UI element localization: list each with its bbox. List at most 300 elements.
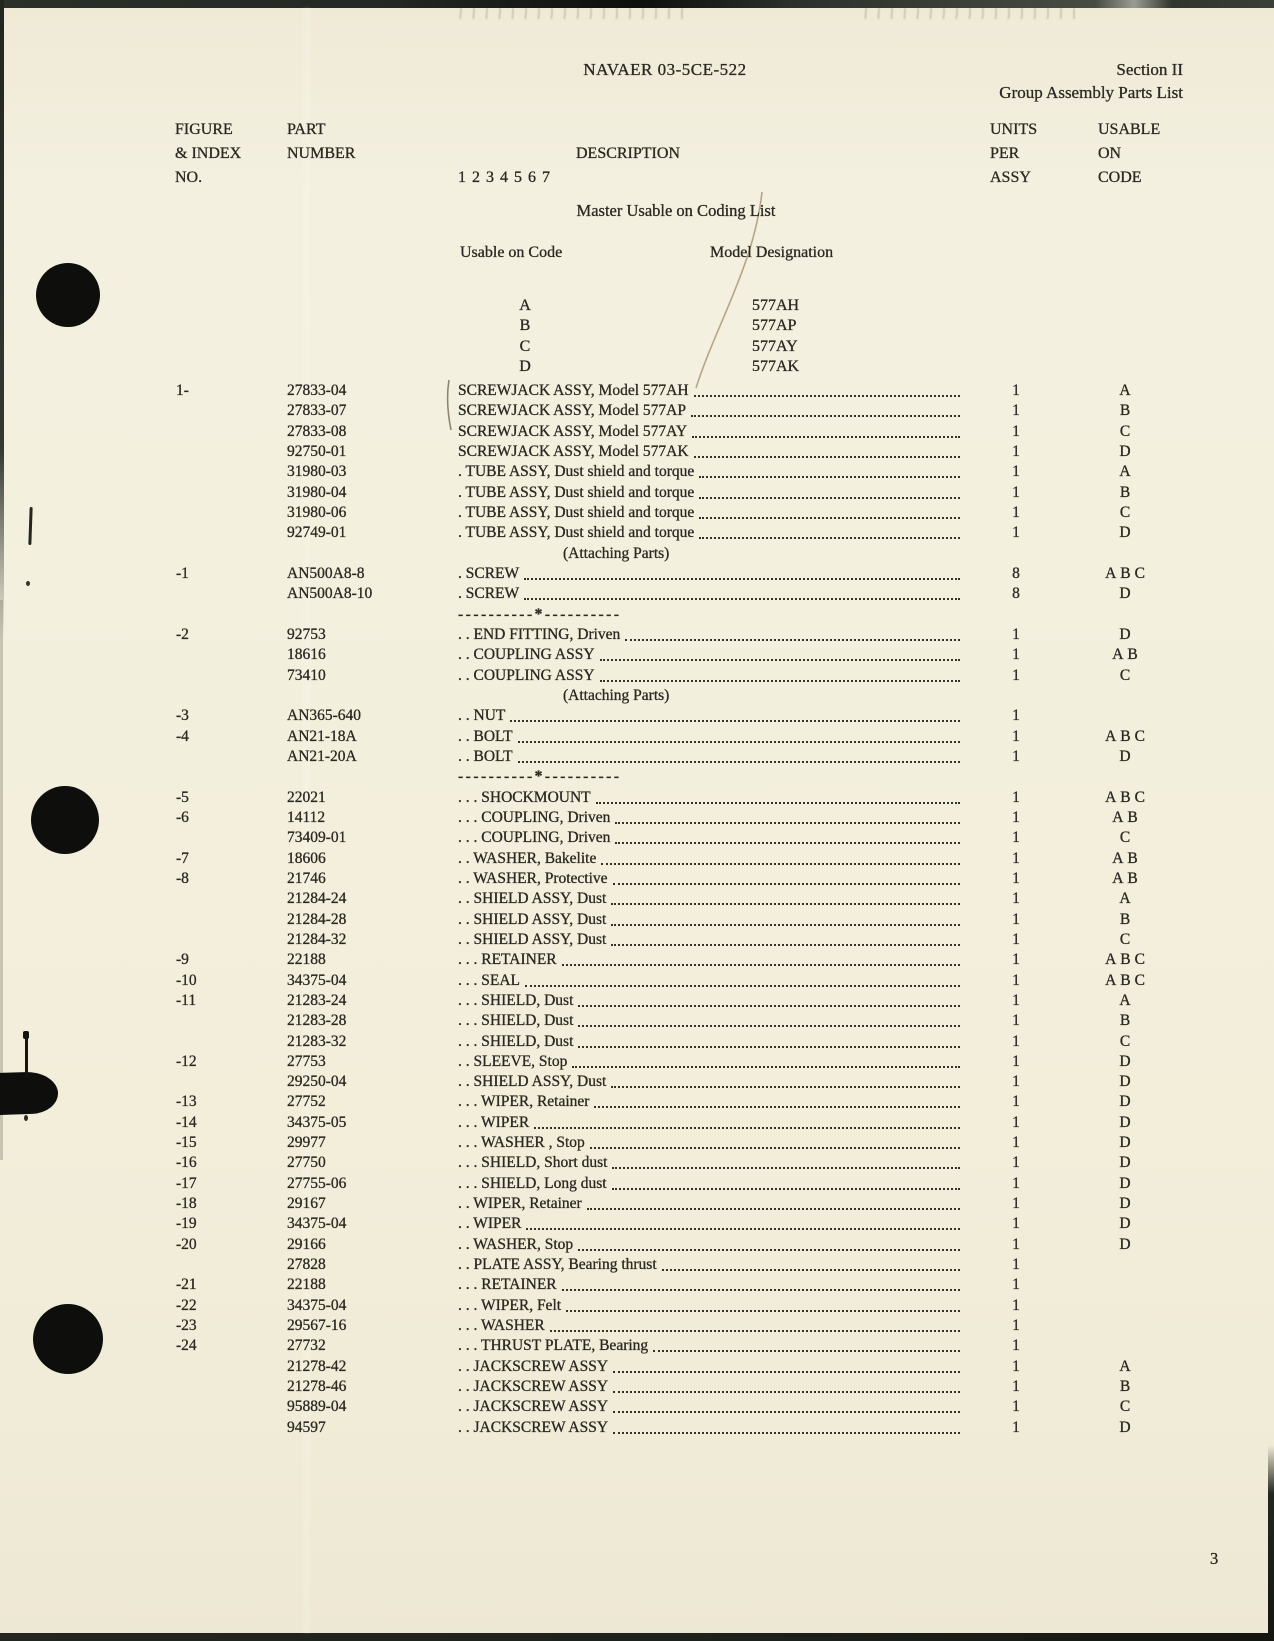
- usable-code-cell: C: [1119, 829, 1135, 847]
- units-cell: 1: [1012, 869, 1020, 887]
- units-cell: 1: [1012, 930, 1020, 948]
- units-cell: 1: [1012, 707, 1020, 725]
- dot-leader: [615, 842, 960, 844]
- figure-index-cell: -9: [176, 951, 189, 969]
- part-number-cell: 27828: [287, 1256, 326, 1274]
- units-cell: 1: [1012, 849, 1020, 867]
- description-cell: . . . WIPER: [458, 1114, 960, 1132]
- units-cell: 1: [1012, 747, 1020, 765]
- description-cell: . TUBE ASSY, Dust shield and torque: [458, 484, 960, 502]
- parts-row: [0, 972, 1274, 992]
- units-cell: 1: [1012, 991, 1020, 1009]
- description-cell: SCREWJACK ASSY, Model 577AP: [458, 402, 960, 420]
- usable-code-cell: A: [1119, 890, 1135, 908]
- dot-leader: [590, 1147, 960, 1149]
- part-number-cell: 92750-01: [287, 442, 347, 460]
- part-number-cell: 27732: [287, 1337, 326, 1355]
- description-cell: SCREWJACK ASSY, Model 577AH: [458, 382, 960, 400]
- column-header-description: DESCRIPTION: [575, 145, 680, 162]
- scan-edge-bottom: [0, 1633, 1274, 1641]
- units-cell: 1: [1012, 1052, 1020, 1070]
- usable-code-cell: C: [1119, 503, 1135, 521]
- parts-row: [0, 626, 1274, 646]
- description-cell: . SCREW: [458, 565, 960, 583]
- parts-row: [0, 809, 1274, 829]
- figure-index-cell: -19: [176, 1215, 197, 1233]
- coding-list-model-header: Model Designation: [710, 244, 834, 261]
- figure-index-cell: -4: [176, 727, 189, 745]
- usable-code-cell: B: [1119, 483, 1135, 501]
- units-cell: 1: [1012, 808, 1020, 826]
- description-cell: . . SLEEVE, Stop: [458, 1053, 960, 1071]
- dot-leader: [613, 1371, 960, 1373]
- dot-leader: [699, 537, 960, 539]
- dot-leader: [594, 1106, 960, 1108]
- part-number-cell: 22188: [287, 1276, 326, 1294]
- usable-code-cell: C: [1119, 930, 1135, 948]
- dot-leader: [578, 1046, 960, 1048]
- parts-row: [0, 1215, 1274, 1235]
- usable-code-cell: D: [1119, 442, 1135, 460]
- figure-index-cell: -15: [176, 1134, 197, 1152]
- figure-index-cell: -17: [176, 1174, 197, 1192]
- usable-code-cell: A: [1119, 382, 1135, 399]
- dot-leader: [562, 964, 960, 966]
- parts-row: [0, 1297, 1274, 1317]
- figure-index-cell: -2: [176, 625, 189, 643]
- units-cell: 1: [1012, 1296, 1020, 1314]
- part-number-cell: 29167: [287, 1195, 326, 1213]
- figure-index-cell: -13: [176, 1093, 197, 1111]
- dot-leader: [596, 802, 960, 804]
- parts-row: [0, 1093, 1274, 1113]
- description-cell: . . . THRUST PLATE, Bearing: [458, 1337, 960, 1355]
- description-cell: . TUBE ASSY, Dust shield and torque: [458, 463, 960, 481]
- part-number-cell: AN500A8-8: [287, 564, 365, 582]
- part-number-cell: 31980-03: [287, 463, 347, 481]
- dot-leader: [615, 822, 960, 824]
- units-cell: 1: [1012, 1418, 1020, 1436]
- part-number-cell: 34375-05: [287, 1113, 347, 1131]
- part-number-cell: 27753: [287, 1052, 326, 1070]
- coding-code: B: [519, 317, 531, 335]
- units-cell: 1: [1012, 1215, 1020, 1233]
- parts-row: [0, 504, 1274, 524]
- usable-code-cell: C: [1119, 422, 1135, 440]
- dot-leader: [550, 1330, 960, 1332]
- dot-leader: [612, 1167, 960, 1169]
- description-cell: . . END FITTING, Driven: [458, 626, 960, 644]
- part-number-cell: 29567-16: [287, 1317, 347, 1335]
- units-cell: 1: [1012, 1174, 1020, 1192]
- dot-leader: [587, 1208, 960, 1210]
- coding-row: [0, 338, 1274, 358]
- figure-index-cell: -14: [176, 1113, 197, 1131]
- units-cell: 1: [1012, 1154, 1020, 1172]
- figure-index-cell: -3: [176, 707, 189, 725]
- column-header-figure-index: FIGURE & INDEX NO.: [175, 121, 242, 186]
- dot-leader: [526, 1228, 960, 1230]
- description-cell: . . . COUPLING, Driven: [458, 809, 960, 827]
- part-number-cell: 14112: [287, 808, 326, 826]
- description-cell: . . BOLT: [458, 728, 960, 746]
- usable-code-cell: ABC: [1105, 564, 1149, 582]
- part-number-cell: 73409-01: [287, 829, 347, 847]
- dot-leader: [691, 415, 960, 417]
- part-number-cell: 27755-06: [287, 1174, 347, 1192]
- coding-code: C: [519, 337, 531, 355]
- description-cell: (Attaching Parts): [563, 686, 670, 704]
- scan-edge-right: [1268, 1445, 1274, 1641]
- part-number-cell: 27750: [287, 1154, 326, 1172]
- description-cell: SCREWJACK ASSY, Model 577AK: [458, 443, 960, 461]
- dot-leader: [518, 761, 960, 763]
- units-cell: 1: [1012, 890, 1020, 908]
- parts-row: [0, 443, 1274, 463]
- part-number-cell: 34375-04: [287, 971, 347, 989]
- units-cell: 1: [1012, 788, 1020, 806]
- units-cell: 1: [1012, 1235, 1020, 1253]
- figure-index-cell: -16: [176, 1154, 197, 1172]
- coding-model: 577AH: [752, 297, 800, 314]
- usable-code-cell: D: [1119, 1134, 1135, 1152]
- usable-code-cell: C: [1119, 1032, 1135, 1050]
- part-number-cell: 21283-28: [287, 1012, 347, 1030]
- usable-code-cell: ABC: [1105, 727, 1149, 745]
- figure-index-cell: -21: [176, 1276, 197, 1294]
- description-cell: . . . SHIELD, Dust: [458, 992, 960, 1010]
- units-cell: 1: [1012, 971, 1020, 989]
- figure-index-cell: -18: [176, 1195, 197, 1213]
- units-cell: 1: [1012, 1256, 1020, 1274]
- parts-row: [0, 423, 1274, 443]
- description-cell: . . JACKSCREW ASSY: [458, 1398, 960, 1416]
- parts-row: [0, 1317, 1274, 1337]
- units-cell: 1: [1012, 503, 1020, 521]
- coding-model: 577AY: [752, 337, 798, 355]
- parts-row: [0, 484, 1274, 504]
- units-cell: 1: [1012, 422, 1020, 440]
- description-cell: . . SHIELD ASSY, Dust: [458, 890, 960, 908]
- figure-index-cell: -11: [176, 991, 197, 1009]
- description-cell: . . . SHIELD, Long dust: [458, 1175, 960, 1193]
- dot-leader: [566, 1310, 960, 1312]
- units-cell: 1: [1012, 1398, 1020, 1416]
- figure-index-cell: -5: [176, 788, 189, 806]
- units-cell: 1: [1012, 442, 1020, 460]
- part-number-cell: 34375-04: [287, 1296, 347, 1314]
- dot-leader: [613, 883, 960, 885]
- coding-list-title: Master Usable on Coding List: [576, 201, 776, 220]
- parts-row: [0, 951, 1274, 971]
- usable-code-cell: B: [1119, 402, 1135, 420]
- description-cell: . . SHIELD ASSY, Dust: [458, 1073, 960, 1091]
- dot-leader: [699, 517, 960, 519]
- parts-row: [0, 463, 1274, 483]
- parts-row: [0, 707, 1274, 727]
- usable-code-cell: D: [1119, 747, 1135, 765]
- units-cell: 1: [1012, 666, 1020, 684]
- dot-leader: [601, 863, 960, 865]
- parts-row: [0, 1012, 1274, 1032]
- usable-code-cell: C: [1119, 1398, 1135, 1416]
- dot-leader: [510, 720, 960, 722]
- dot-leader: [578, 1025, 960, 1027]
- part-number-cell: 21278-46: [287, 1378, 347, 1396]
- description-cell: . . . SHOCKMOUNT: [458, 789, 960, 807]
- description-cell: . . WASHER, Stop: [458, 1236, 960, 1254]
- parts-row: [0, 890, 1274, 910]
- description-cell: . . WIPER, Retainer: [458, 1195, 960, 1213]
- column-header-units-per-assy: UNITS PER ASSY: [990, 121, 1038, 186]
- units-cell: 1: [1012, 402, 1020, 420]
- parts-row: [0, 1358, 1274, 1378]
- description-cell: . . . SHIELD, Dust: [458, 1012, 960, 1030]
- description-cell: . . JACKSCREW ASSY: [458, 1419, 960, 1437]
- parts-row: [0, 402, 1274, 422]
- units-cell: 1: [1012, 382, 1020, 399]
- units-cell: 8: [1012, 564, 1020, 582]
- usable-code-cell: C: [1119, 666, 1135, 684]
- units-cell: 1: [1012, 829, 1020, 847]
- usable-code-cell: A: [1119, 991, 1135, 1009]
- coding-model: 577AK: [752, 358, 800, 376]
- units-cell: 1: [1012, 1378, 1020, 1396]
- usable-code-cell: AB: [1112, 808, 1142, 826]
- description-cell: . . NUT: [458, 707, 960, 725]
- dot-leader: [611, 944, 960, 946]
- units-cell: 1: [1012, 910, 1020, 928]
- units-cell: 1: [1012, 646, 1020, 664]
- description-cell: . . . WASHER: [458, 1317, 960, 1335]
- units-cell: 1: [1012, 1276, 1020, 1294]
- part-number-cell: 21283-32: [287, 1032, 347, 1050]
- units-cell: 8: [1012, 585, 1020, 603]
- usable-code-cell: D: [1119, 1073, 1135, 1091]
- scan-edge-top: [0, 0, 1274, 8]
- units-cell: 1: [1012, 1337, 1020, 1355]
- part-number-cell: 34375-04: [287, 1215, 347, 1233]
- units-cell: 1: [1012, 483, 1020, 501]
- figure-index-cell: -8: [176, 869, 189, 887]
- part-number-cell: 95889-04: [287, 1398, 347, 1416]
- figure-index-cell: -24: [176, 1337, 197, 1355]
- usable-code-cell: D: [1119, 1195, 1135, 1213]
- dot-leader: [699, 476, 960, 478]
- parts-row: [0, 768, 1274, 788]
- parts-row: [0, 606, 1274, 626]
- usable-code-cell: D: [1119, 585, 1135, 603]
- description-cell: . TUBE ASSY, Dust shield and torque: [458, 504, 960, 522]
- parts-row: [0, 585, 1274, 605]
- part-number-cell: 27752: [287, 1093, 326, 1111]
- units-cell: 1: [1012, 1073, 1020, 1091]
- usable-code-cell: D: [1119, 1113, 1135, 1131]
- faint-pencil-scribble: [455, 8, 690, 19]
- units-cell: 1: [1012, 463, 1020, 481]
- units-cell: 1: [1012, 727, 1020, 745]
- units-cell: 1: [1012, 1032, 1020, 1050]
- parts-row: [0, 1378, 1274, 1398]
- description-cell: . . PLATE ASSY, Bearing thrust: [458, 1256, 960, 1274]
- parts-row: [0, 728, 1274, 748]
- figure-index-cell: -12: [176, 1052, 197, 1070]
- figure-index-cell: -7: [176, 849, 189, 867]
- dot-leader: [572, 1066, 960, 1068]
- description-cell: ----------*----------: [458, 605, 622, 623]
- dot-leader: [613, 1432, 960, 1434]
- parts-row: [0, 687, 1274, 707]
- parts-row: [0, 1073, 1274, 1093]
- coding-row: [0, 358, 1274, 378]
- dot-leader: [611, 924, 960, 926]
- parts-row: [0, 1175, 1274, 1195]
- dot-leader: [611, 1086, 960, 1088]
- parts-row: [0, 1195, 1274, 1215]
- description-cell: . . . SEAL: [458, 972, 960, 990]
- parts-row: [0, 1256, 1274, 1276]
- part-number-cell: 21284-32: [287, 930, 347, 948]
- units-cell: 1: [1012, 1357, 1020, 1375]
- parts-row: [0, 789, 1274, 809]
- parts-row: [0, 748, 1274, 768]
- description-cell: . . SHIELD ASSY, Dust: [458, 931, 960, 949]
- coding-code: D: [519, 358, 531, 376]
- dot-leader: [600, 680, 960, 682]
- coding-code: A: [519, 297, 531, 314]
- description-cell: . . . WIPER, Felt: [458, 1297, 960, 1315]
- dot-leader: [613, 1391, 960, 1393]
- part-number-cell: 18606: [287, 849, 326, 867]
- units-cell: 1: [1012, 1195, 1020, 1213]
- units-cell: 1: [1012, 1093, 1020, 1111]
- description-cell: . . COUPLING ASSY: [458, 646, 960, 664]
- figure-index-cell: -20: [176, 1235, 197, 1253]
- description-cell: . . . WASHER , Stop: [458, 1134, 960, 1152]
- coding-row: [0, 297, 1274, 317]
- parts-row: [0, 1053, 1274, 1073]
- document-number: NAVAER 03-5CE-522: [583, 60, 747, 79]
- parts-row: [0, 829, 1274, 849]
- dot-leader: [612, 1188, 960, 1190]
- usable-code-cell: AB: [1112, 849, 1142, 867]
- part-number-cell: 21746: [287, 869, 326, 887]
- part-number-cell: 92749-01: [287, 524, 347, 542]
- part-number-cell: AN500A8-10: [287, 585, 373, 603]
- coding-list-rows: [0, 297, 1274, 379]
- dot-leader: [625, 639, 960, 641]
- parts-row: [0, 565, 1274, 585]
- part-number-cell: 31980-06: [287, 503, 347, 521]
- figure-index-cell: -23: [176, 1317, 197, 1335]
- part-number-cell: 21283-24: [287, 991, 347, 1009]
- part-number-cell: 27833-08: [287, 422, 347, 440]
- parts-row: [0, 1419, 1274, 1439]
- dot-leader: [694, 395, 960, 397]
- parts-row: [0, 911, 1274, 931]
- dot-leader: [578, 1005, 960, 1007]
- units-cell: 1: [1012, 1012, 1020, 1030]
- description-cell: . . . RETAINER: [458, 1276, 960, 1294]
- part-number-cell: 18616: [287, 646, 326, 664]
- part-number-cell: AN365-640: [287, 707, 362, 725]
- units-cell: 1: [1012, 951, 1020, 969]
- usable-code-cell: A: [1119, 1357, 1135, 1375]
- description-cell: SCREWJACK ASSY, Model 577AY: [458, 423, 960, 441]
- dot-leader: [562, 1289, 960, 1291]
- part-number-cell: 21284-28: [287, 910, 347, 928]
- description-cell: . SCREW: [458, 585, 960, 603]
- description-cell: . TUBE ASSY, Dust shield and torque: [458, 524, 960, 542]
- usable-code-cell: B: [1119, 910, 1135, 928]
- parts-row: [0, 667, 1274, 687]
- dot-leader: [578, 1249, 960, 1251]
- description-cell: . . SHIELD ASSY, Dust: [458, 911, 960, 929]
- figure-index-cell: -6: [176, 808, 189, 826]
- dot-leader: [613, 1411, 960, 1413]
- units-cell: 1: [1012, 1317, 1020, 1335]
- dot-leader: [534, 1127, 960, 1129]
- dot-leader: [653, 1350, 960, 1352]
- usable-code-cell: ABC: [1105, 971, 1149, 989]
- part-number-cell: 94597: [287, 1418, 326, 1436]
- description-cell: . . COUPLING ASSY: [458, 667, 960, 685]
- part-number-cell: 22188: [287, 951, 326, 969]
- usable-code-cell: ABC: [1105, 788, 1149, 806]
- figure-index-cell: -22: [176, 1296, 197, 1314]
- usable-code-cell: D: [1119, 1093, 1135, 1111]
- section-subtitle: Group Assembly Parts List: [999, 83, 1183, 102]
- parts-rows: [0, 382, 1274, 1439]
- dot-leader: [524, 598, 960, 600]
- coding-model: 577AP: [752, 317, 797, 335]
- dot-leader: [692, 436, 960, 438]
- units-cell: 1: [1012, 1134, 1020, 1152]
- faint-pencil-scribble: [860, 8, 1075, 19]
- part-number-cell: AN21-18A: [287, 727, 357, 745]
- units-cell: 1: [1012, 1113, 1020, 1131]
- usable-code-cell: D: [1119, 1235, 1135, 1253]
- parts-row: [0, 524, 1274, 544]
- part-number-cell: 22021: [287, 788, 326, 806]
- part-number-cell: 29166: [287, 1235, 326, 1253]
- column-header-part-number: PART NUMBER: [287, 121, 356, 162]
- coding-row: [0, 317, 1274, 337]
- description-cell: . . . SHIELD, Short dust: [458, 1154, 960, 1172]
- description-cell: . . JACKSCREW ASSY: [458, 1378, 960, 1396]
- part-number-cell: 31980-04: [287, 483, 347, 501]
- parts-row: [0, 931, 1274, 951]
- parts-row: [0, 1134, 1274, 1154]
- description-cell: . . . WIPER, Retainer: [458, 1093, 960, 1111]
- description-cell: . . . SHIELD, Dust: [458, 1033, 960, 1051]
- parts-row: [0, 1398, 1274, 1418]
- part-number-cell: 27833-04: [287, 382, 347, 399]
- part-number-cell: 27833-07: [287, 402, 347, 420]
- dot-leader: [600, 659, 960, 661]
- description-cell: . . . RETAINER: [458, 951, 960, 969]
- description-cell: (Attaching Parts): [563, 544, 670, 562]
- column-header-usable-on-code: USABLE ON CODE: [1098, 121, 1161, 186]
- column-header-indent-levels: 1 2 3 4 5 6 7: [458, 169, 551, 186]
- parts-row: [0, 382, 1274, 402]
- page-number: 3: [1210, 1549, 1219, 1568]
- parts-row: [0, 1276, 1274, 1296]
- figure-index-cell: 1-: [176, 382, 189, 399]
- part-number-cell: 21284-24: [287, 890, 347, 908]
- usable-code-cell: D: [1119, 625, 1135, 643]
- parts-row: [0, 870, 1274, 890]
